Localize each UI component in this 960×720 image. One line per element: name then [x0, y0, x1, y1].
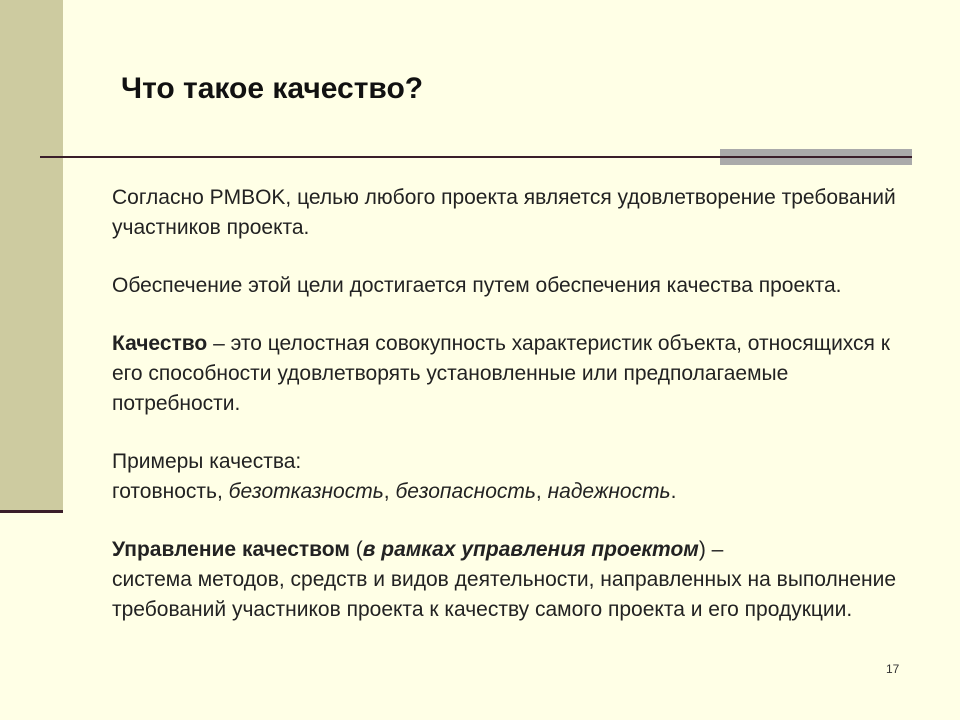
qualifier-close: ) – — [698, 538, 724, 561]
paragraph-examples — [112, 447, 912, 507]
title-accent-line — [720, 156, 912, 158]
paragraph-pmbok: Согласно PMBOK, целью любого проекта является удовлетворение требований участников проекта. — [112, 186, 896, 239]
quality-definition-text: – это целостная совокупность характеристик объекта, относящихся к его способности удовлетворять установленные или предполагаемые потребности. — [112, 332, 890, 415]
term-quality: Качество — [112, 332, 208, 355]
quality-management-text: система методов, средств и видов деятельности, направленных на выполнение требований участников проекта к качеству самого проекта и его продукции. — [112, 568, 897, 621]
term-quality-management: Управление качеством — [112, 538, 350, 561]
paragraph-quality-management — [112, 535, 912, 625]
qualifier-open: ( — [349, 538, 363, 561]
example-reliability: безотказность — [228, 480, 384, 503]
slide-title: Что такое качество? — [121, 72, 424, 105]
page-number: 17 — [886, 662, 900, 676]
side-panel-rule — [0, 510, 63, 513]
slide-body — [112, 183, 912, 653]
example-readiness: готовность — [112, 480, 217, 503]
example-safety: безопасность — [395, 480, 536, 503]
examples-end: . — [670, 480, 677, 503]
examples-heading: Примеры качества: — [112, 450, 302, 473]
examples-separator: , — [216, 480, 229, 503]
qualifier-text: в рамках управления проектом — [362, 538, 699, 561]
examples-separator: , — [535, 480, 548, 503]
paragraph-goal: Обеспечение этой цели достигается путем обеспечения качества проекта. — [112, 274, 842, 297]
examples-separator: , — [383, 480, 396, 503]
side-panel — [0, 0, 63, 510]
paragraph-quality-definition — [112, 329, 912, 419]
example-dependability: надежность — [547, 480, 671, 503]
